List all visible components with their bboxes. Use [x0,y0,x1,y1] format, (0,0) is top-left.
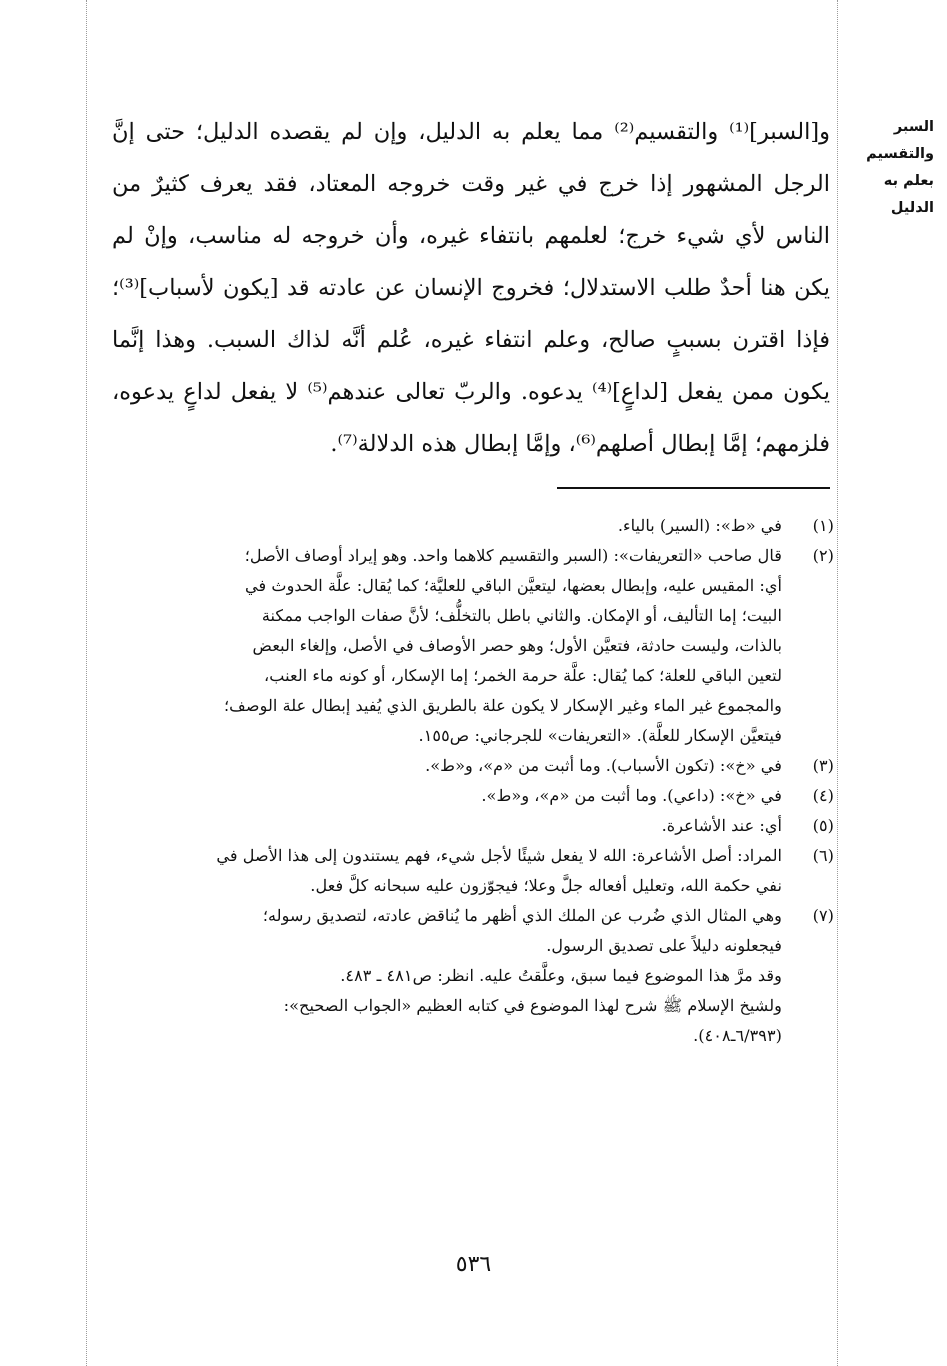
margin-note-line: السبر والتقسيم [866,119,934,162]
footnote-text [108,901,782,1051]
main-paragraph: و[السبر]⁽¹⁾ والتقسيم⁽²⁾ مما يعلم به الدليل، وإن لم يقصده الدليل؛ حتى إنَّ الرجل المشهور إذا خرج في غير وقت خروجه المعتاد، فقد يعرف كثيرٌ من الناس لأي شيء خرج؛ لعلمهم بانتفاء غيره، وأن خروجه له مناسب، وإنْ لم يكن هنا أحدٌ طلب الاستدلال؛ فخروج الإنسان عن عادته قد [يكون لأسباب]⁽³⁾؛ فإذا اقترن بسببٍ صالح، وعلم انتفاء غيره، عُلم أنَّه لذاك السبب. وهذا إنَّما يكون ممن يفعل [لداعٍ]⁽⁴⁾ يدعوه. والربّ تعالى عندهم⁽⁵⁾ لا يفعل لداعٍ يدعوه، فلزمهم؛ إمَّا إبطال أصلهم⁽⁶⁾، وإمَّا إبطال هذه الدلالة⁽⁷⁾. [112,119,830,457]
footnote-line: أي: عند الأشاعرة. [661,816,782,835]
page-number: ٥٣٦ [455,1252,492,1277]
footnote-line: وهي المثال الذي ضُرب عن الملك الذي أظهر ما يُناقض عادته، لتصديق رسوله؛ [262,906,782,925]
footnote-number: (٤) [812,786,834,805]
footnote-text [108,841,782,901]
footnote [108,781,834,811]
footnote-line: ولشيخ الإسلام ﷺ شرح لهذا الموضوع في كتابه العظيم «الجواب الصحيح»: [283,996,782,1015]
footnote [108,811,834,841]
footnote [108,841,834,901]
footnote-number: (٧) [812,906,834,925]
footnote-text [108,511,782,541]
footnote [108,511,834,541]
footnote-line: وقد مرَّ هذا الموضوع فيما سبق، وعلَّقتُ عليه. انظر: ص٤٨١ ـ ٤٨٣. [340,966,782,985]
margin-note-line: بعلم به الدليل [883,173,934,216]
footnote-line: بالذات، وليست حادثة، فتعيَّن الأول؛ وهو حصر الأوصاف في الأصل، وإلغاء البعض [252,636,782,655]
footnote-text [108,751,782,781]
footnote-number: (٦) [812,846,834,865]
footnote-line: المراد: أصل الأشاعرة: الله لا يفعل شيئًا لأجل شيء، فهم يستندون إلى هذا الأصل في [216,846,782,865]
footnote-text [108,541,782,751]
footnote [108,901,834,1051]
footnote-line: فيتعيَّن الإسكار للعلَّة). «التعريفات» للجرجاني: ص١٥٥. [418,726,782,745]
footnote-number: (١) [812,516,834,535]
footnote-separator [557,487,830,489]
scan-guide-line-left [86,0,87,1366]
footnote-number: (٢) [812,546,834,565]
footnote-line: (٦/٣٩٣ـ٤٠٨). [693,1026,782,1045]
footnote-line: لتعين الباقي للعلة؛ كما يُقال: علَّة حرمة الخمر؛ إما الإسكار، أو كونه ماء العنب، [264,666,782,685]
footnote [108,751,834,781]
footnote-line: في «خ»: (تكون الأسباب). وما أثبت من «م»، و«ط». [425,756,782,775]
footnote-text [108,781,782,811]
margin-note [838,114,934,222]
footnote-number: (٣) [812,756,834,775]
footnote-text [108,811,782,841]
footnote-line: نفي حكمة الله، وتعليل أفعاله جلَّ وعلا؛ فيجوّزون عليه سبحانه كلَّ فعل. [310,876,782,895]
footnote-line: في «خ»: (داعي). وما أثبت من «م»، و«ط». [481,786,782,805]
footnote-number: (٥) [812,816,834,835]
main-text [112,106,830,470]
footnote-line: البيت؛ إما التأليف، أو الإمكان. والثاني باطل بالتخلُّف؛ لأنَّ صفات الواجب ممكنة [261,606,782,625]
footnote-line: قال صاحب «التعريفات»: (السبر والتقسيم كلاهما واحد. وهو إيراد أوصاف الأصل؛ [244,546,782,565]
footnote-line: أي: المقيس عليه، وإبطال بعضها، ليتعيَّن الباقي للعليَّة؛ كما يُقال: علَّة الحدوث في [245,576,782,595]
footnotes [108,511,834,1051]
footnote-line: والمجموع غير الماء وغير الإسكار لا يكون علة بالطريق الذي يُفيد إبطال علة الوصف؛ [223,696,782,715]
footnote-line: في «ط»: (السير) بالياء. [617,516,782,535]
footnote [108,541,834,751]
footnote-line: فيجعلونه دليلاً على تصديق الرسول. [546,936,782,955]
